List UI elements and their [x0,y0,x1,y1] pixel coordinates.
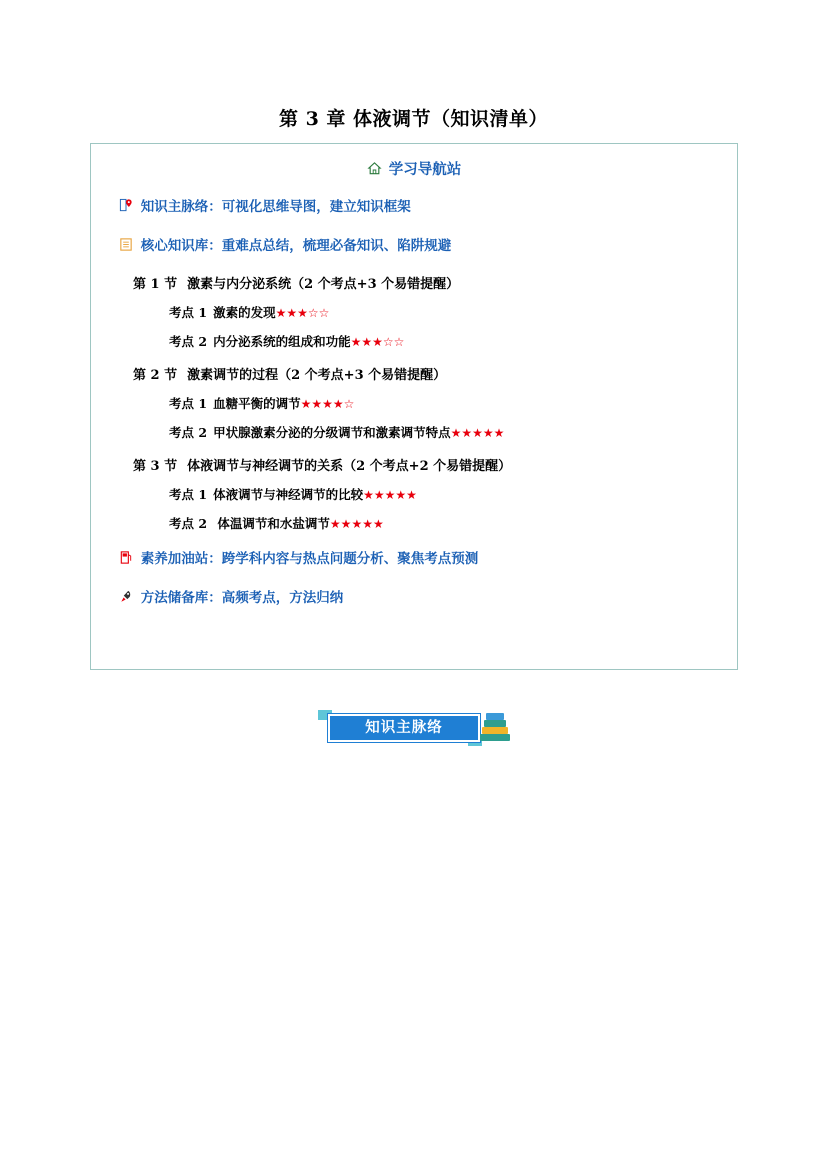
point-row [91,332,737,350]
nav-box-header-label: 学习导航站 [388,161,462,178]
method-library-value: 高频考点，方法归纳 [221,589,344,606]
core-knowledge-row [91,236,737,258]
method-library-row [91,588,737,610]
fuel-station-icon [119,550,133,571]
point-title: 体液调节与神经调节的比较 [213,486,364,502]
point-rating-stars: ★★★★★ [450,425,505,440]
point-rating-stars: ★★★☆☆ [275,305,330,320]
point-title: 甲状腺激素分泌的分级调节和激素调节特点 [213,424,451,440]
section-number: 第 1 节 [133,276,178,292]
point-row [91,423,737,441]
point-rating-stars: ★★★★☆ [300,396,355,411]
study-navigation-box [90,143,738,670]
knowledge-map-row [91,197,737,219]
point-number: 考点 2 [169,515,208,531]
book-stack-layer [486,713,504,720]
section-number: 第 3 节 [133,458,178,474]
map-pin-icon [119,198,133,219]
literacy-station-value: 跨学科内容与热点问题分析、聚焦考点预测 [221,550,479,567]
point-row [91,485,737,503]
point-number: 考点 1 [169,395,208,411]
point-rating-stars: ★★★★★ [363,487,417,502]
books-icon [478,712,512,748]
point-rating-stars: ★★★★★ [329,516,384,531]
point-title: 内分泌系统的组成和功能 [213,333,351,349]
knowledge-map-banner [318,710,508,750]
point-row [91,303,737,321]
knowledge-map-label: 知识主脉络： [140,199,222,215]
section-title: 体液调节与神经调节的关系（2 个考点+2 个易错提醒） [187,458,512,474]
point-row [91,394,737,412]
point-number: 考点 2 [169,333,208,349]
literacy-station-row [91,549,737,571]
point-rating-stars: ★★★☆☆ [350,334,405,349]
point-number: 考点 2 [169,424,208,440]
literacy-station-label: 素养加油站： [140,550,222,567]
section-heading [91,273,737,292]
section-heading [91,364,737,383]
book-list-icon [119,237,133,258]
section-title: 激素与内分泌系统（2 个考点+3 个易错提醒） [187,276,460,292]
core-knowledge-label: 核心知识库： [140,238,222,255]
point-title: 体温调节和水盐调节 [213,515,330,531]
point-title: 激素的发现 [213,304,276,320]
book-stack-layer [480,734,510,741]
book-stack-layer [484,720,506,727]
banner-label: 知识主脉络 [328,714,480,742]
rocket-icon [119,589,133,610]
core-knowledge-value: 重难点总结，梳理必备知识、陷阱规避 [221,238,452,255]
page-title: 第 3 章 体液调节（知识清单） [278,108,549,130]
section-number: 第 2 节 [133,367,178,383]
point-row [91,514,737,532]
book-stack-layer [482,727,508,734]
point-number: 考点 1 [169,486,208,502]
section-title: 激素调节的过程（2 个考点+3 个易错提醒） [187,367,447,383]
section-heading [91,455,737,474]
knowledge-map-value: 可视化思维导图，建立知识框架 [221,199,411,215]
point-title: 血糖平衡的调节 [213,395,301,411]
home-icon [367,161,382,180]
nav-box-header [91,158,737,180]
point-number: 考点 1 [169,304,208,320]
method-library-label: 方法储备库： [140,589,222,606]
